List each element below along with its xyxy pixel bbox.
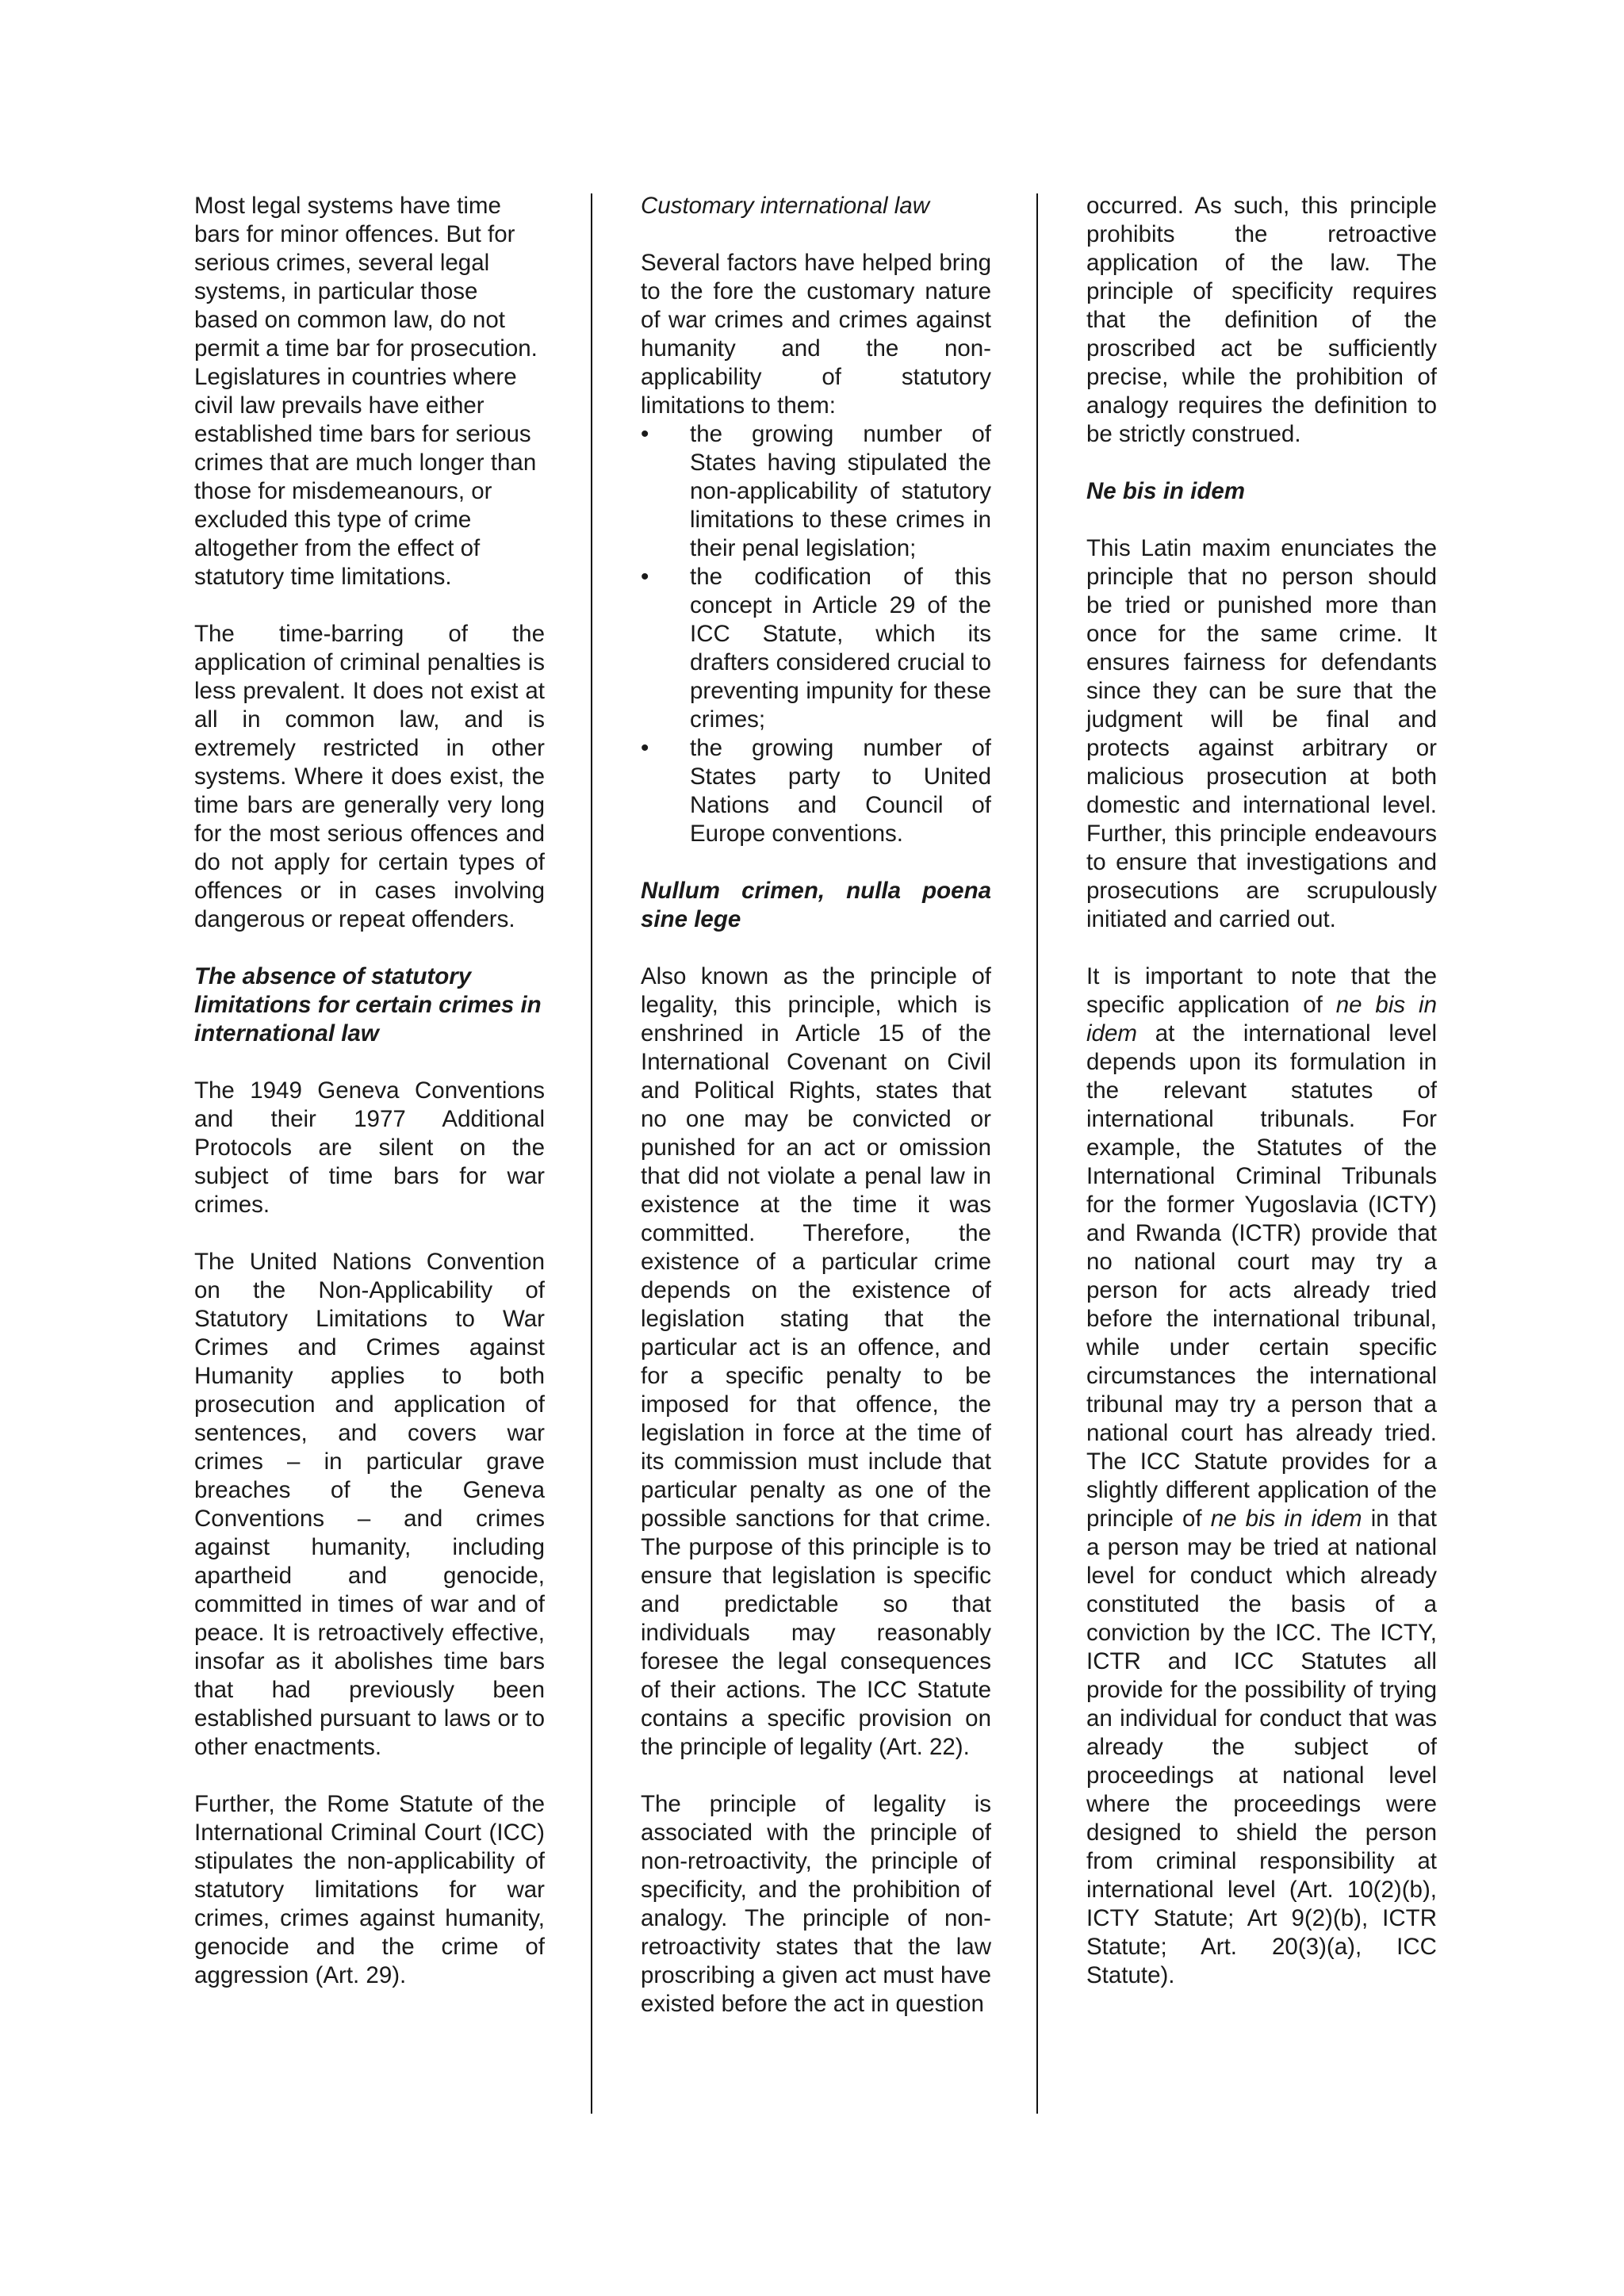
- heading-absence-statutory-limitations: The absence of statutory limitations for certain crimes in international law: [194, 963, 542, 1047]
- text-run: It is important to note that the specific application of: [1086, 963, 1437, 1018]
- factors-list: [641, 420, 991, 848]
- column-divider-left: [591, 193, 592, 2114]
- bullet-icon: •: [641, 421, 649, 447]
- paragraph-latin-maxim: This Latin maxim enunciates the principle that no person should be tried or punished more than once for the same crime. It ensures fairness for defendants since they can be sure that the judgment will be final and protects against arbitrary or malicious prosecution at both domestic and international level. Further, this principle endeavours to ensure that investigations and prosecutions are scrupulously initiated and carried out.: [1086, 535, 1437, 932]
- text-run: at the international level depends upon its formulation in the relevant statutes of international tribunals. For example, the Statutes of the International Criminal Tribunals for the former Yugoslavia (ICTY) and Rwanda (ICTR) provide that no national court may try a person for acts already tried before the international tribunal, while under certain specific circumstances the international tribunal may try a person that a national court has already tried. The ICC Statute provides for a slightly different application of the principle of: [1086, 1020, 1437, 1532]
- paragraph-non-retroactivity: The principle of legality is associated with the principle of non-retroactivity, the principle of specificity, and the prohibition of analogy. The principle of non-retroactivity states that the law proscribing a given act must have existed before the act in question: [641, 1791, 991, 2017]
- bullet-icon: •: [641, 564, 649, 590]
- text-column-3: [1086, 192, 1437, 2019]
- paragraph-geneva-conventions: The 1949 Geneva Conventions and their 1977 Additional Protocols are silent on the subject of time bars for war crimes.: [194, 1077, 545, 1218]
- text-run: in that a person may be tried at national level for conduct which already constituted the basis of a conviction by the ICC. The ICTY, ICTR and ICC Statutes all provide for the possibility of trying an individual for conduct that was already the subject of proceedings at national level where the proceedings were designed to shield the person from criminal responsibility at international level (Art. 10(2)(b), ICTY Statute; Art 9(2)(b), ICTR Statute; Art. 20(3)(a), ICC Statute).: [1086, 1506, 1437, 1988]
- list-item-text: the codification of this concept in Article 29 of the ICC Statute, which its drafters considered crucial to preventing impunity for these crimes;: [690, 564, 991, 733]
- list-item: [641, 420, 991, 563]
- paragraph-international-application: [1086, 962, 1437, 1990]
- column-divider-right: [1036, 193, 1038, 2114]
- paragraph-un-convention: The United Nations Convention on the Non-Applicability of Statutory Limitations to War Crimes and Crimes against Humanity applies to both prosecution and application of sentences, and covers war crimes – in particular grave breaches of the Geneva Conventions – and crimes against humanity, including apartheid and genocide, committed in times of war and of peace. It is retroactively effective, insofar as it abolishes time bars that had previously been established pursuant to laws or to other enactments.: [194, 1249, 545, 1760]
- heading-customary-law: Customary international law: [641, 193, 929, 219]
- list-item: [641, 734, 991, 848]
- text-column-2: [641, 192, 991, 2019]
- paragraph-time-bars: Most legal systems have time bars for minor offences. But for serious crimes, several legal systems, in particular those based on common law, do not permit a time bar for prosecution. Legislatures in countries where civil law prevails have either established time bars for serious crimes that are much longer than those for misdemeanours, or excluded this type of crime altogether from the effect of statutory time limitations.: [194, 193, 538, 590]
- bullet-icon: •: [641, 735, 649, 761]
- paragraph-rome-statute: Further, the Rome Statute of the International Criminal Court (ICC) stipulates the non-applicability of statutory limitations for war crimes, crimes against humanity, genocide and the crime of aggression (Art. 29).: [194, 1791, 545, 1988]
- italic-term: ne bis in idem: [1210, 1506, 1362, 1532]
- paragraph-specificity: occurred. As such, this principle prohibits the retroactive application of the law. The principle of specificity requires that the definition of the proscribed act be sufficiently precise, while the prohibition of analogy requires the definition to be strictly construed.: [1086, 193, 1437, 447]
- list-item-text: the growing number of States having stipulated the non-applicability of statutory limitations to these crimes in their penal legislation;: [690, 421, 991, 561]
- list-item: [641, 563, 991, 734]
- paragraph-time-barring-penalties: The time-barring of the application of criminal penalties is less prevalent. It does not exist at all in common law, and is extremely restricted in other systems. Where it does exist, the time bars are generally very long for the most serious offences and do not apply for certain types of offences or in cases involving dangerous or repeat offenders.: [194, 621, 545, 932]
- paragraph-principle-of-legality: Also known as the principle of legality, this principle, which is enshrined in Article 15 of the International Covenant on Civil and Political Rights, states that no one may be convicted or punished for an act or omission that did not violate a penal law in existence at the time it was committed. Therefore, the existence of a particular crime depends on the existence of legislation stating that the particular act is an offence, and for a specific penalty to be imposed for that offence, the legislation in force at the time of its commission must include that particular penalty as one of the possible sanctions for that crime. The purpose of this principle is to ensure that legislation is specific and predictable so that individuals may reasonably foresee the legal consequences of their actions. The ICC Statute contains a specific provision on the principle of legality (Art. 22).: [641, 963, 991, 1760]
- text-column-1: [194, 192, 545, 2019]
- heading-ne-bis-in-idem: Ne bis in idem: [1086, 478, 1245, 504]
- italic-term: ne bis in idem: [1086, 992, 1437, 1047]
- list-item-text: the growing number of States party to United Nations and Council of Europe conventions.: [690, 735, 991, 847]
- paragraph-customary-intro: Several factors have helped bring to the fore the customary nature of war crimes and crimes against humanity and the non-applicability of statutory limitations to them:: [641, 250, 991, 419]
- heading-nullum-crimen: Nullum crimen, nulla poena sine lege: [641, 878, 991, 932]
